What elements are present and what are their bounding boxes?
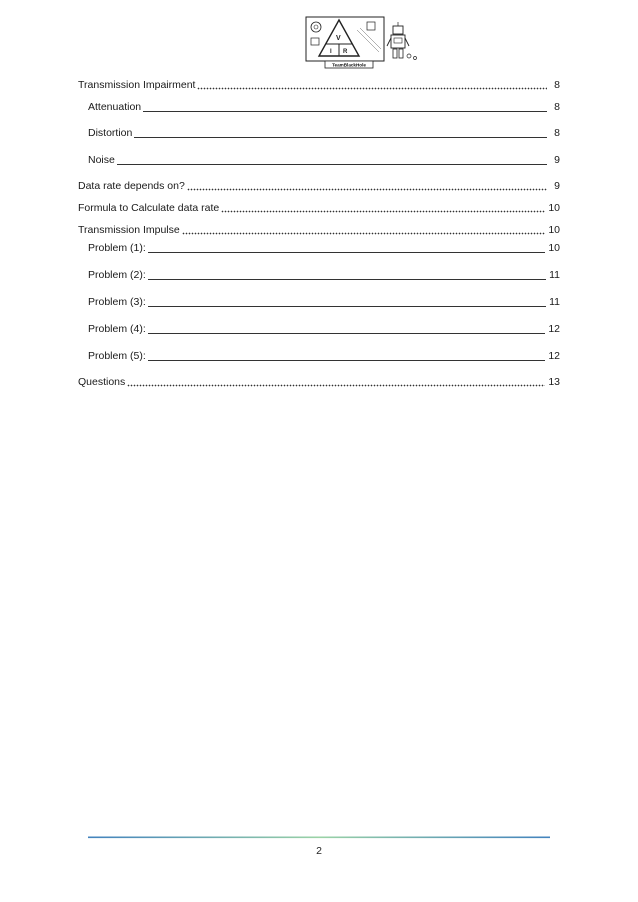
page-number: 2	[316, 845, 322, 857]
toc-leader	[197, 80, 547, 90]
toc-entry-page: 10	[548, 242, 560, 254]
toc-leader	[117, 164, 547, 165]
toc-leader	[221, 203, 545, 213]
toc-entry-page: 12	[548, 323, 560, 335]
toc-entry-title: Attenuation	[88, 101, 142, 113]
team-blackhole-logo	[305, 16, 419, 70]
footer-divider	[88, 836, 550, 839]
toc-leader	[148, 279, 546, 280]
toc-entry-title: Transmission Impulse	[78, 224, 180, 236]
toc-entry-page: 12	[548, 350, 560, 362]
toc-entry-page: 8	[554, 79, 560, 91]
toc-entry-title: Questions	[78, 376, 126, 388]
toc-entry-page: 10	[548, 202, 560, 214]
toc-entry[interactable]	[88, 241, 560, 255]
toc-entry-title: Data rate depends on?	[78, 180, 185, 192]
toc-entry[interactable]	[78, 223, 560, 237]
toc-entry-title: Formula to Calculate data rate	[78, 202, 220, 214]
toc-entry-page: 8	[554, 101, 560, 113]
svg-text:R: R	[343, 49, 348, 55]
toc-entry-title: Problem (4):	[88, 323, 146, 335]
toc-entry-page: 9	[554, 154, 560, 166]
svg-text:I: I	[330, 49, 332, 55]
toc-leader	[187, 181, 547, 191]
logo-text: TeamBlackHole	[332, 62, 366, 68]
toc-entry[interactable]	[78, 375, 560, 389]
toc-entry-page: 8	[554, 127, 560, 139]
toc-entry-page: 11	[549, 296, 560, 308]
toc-leader	[127, 377, 545, 387]
toc-entry-title: Problem (1):	[88, 242, 146, 254]
toc-leader	[134, 137, 547, 138]
toc-entry[interactable]	[88, 126, 560, 140]
svg-text:V: V	[336, 35, 341, 42]
toc-leader	[148, 306, 546, 307]
toc-entry-title: Transmission Impairment	[78, 79, 196, 91]
toc-entry-title: Problem (2):	[88, 269, 146, 281]
toc-entry[interactable]	[78, 179, 560, 193]
toc-entry-title: Noise	[88, 154, 115, 166]
toc-leader	[148, 360, 546, 361]
toc-entry-title: Distortion	[88, 127, 133, 139]
toc-entry[interactable]	[88, 153, 560, 167]
toc-leader	[148, 333, 546, 334]
toc-entry-title: Problem (3):	[88, 296, 146, 308]
toc-entry-page: 13	[548, 376, 560, 388]
toc-entry[interactable]	[88, 295, 560, 309]
toc-leader	[143, 111, 547, 112]
toc-entry[interactable]	[88, 100, 560, 114]
toc-entry[interactable]	[88, 349, 560, 363]
toc-entry[interactable]	[88, 322, 560, 336]
toc-entry-page: 9	[554, 180, 560, 192]
toc-entry-page: 10	[548, 224, 560, 236]
toc-leader	[148, 252, 546, 253]
toc-leader	[182, 225, 546, 235]
toc-entry-page: 11	[549, 269, 560, 281]
toc-entry[interactable]	[78, 78, 560, 92]
toc-entry[interactable]	[78, 201, 560, 215]
toc-entry-title: Problem (5):	[88, 350, 146, 362]
toc-entry[interactable]	[88, 268, 560, 282]
